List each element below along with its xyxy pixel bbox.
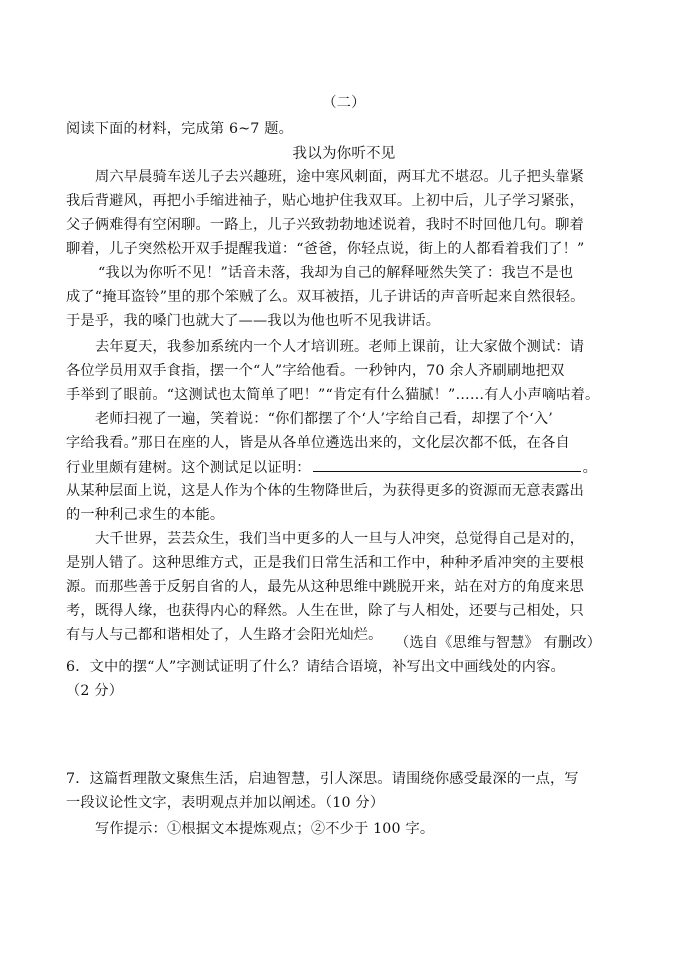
writing-hint: 写作提示：①根据文本提炼观点；②不少于 100 字。 (95, 821, 435, 837)
paragraph-line: 成了“掩耳盗铃”里的那个笨贼了么。双耳被捂，儿子讲话的声音听起来自然很轻。 (66, 289, 585, 305)
answer-blank-underline[interactable] (313, 458, 581, 472)
paragraph-text: 行业里颇有建树。这个测试足以证明： (66, 460, 311, 476)
paragraph-line: 父子俩难得有空闲聊。一路上，儿子兴致勃勃地述说着，我时不时回他几句。聊着 (66, 217, 584, 233)
paragraph-line: 考，既得人缘，也获得内心的释然。人生在世，除了与人相处，还要与己相处，只 (66, 603, 584, 619)
paragraph-line: 我后背避风，再把小手缩进袖子，贴心地护住我双耳。上初中后，儿子学习紧张， (66, 193, 584, 209)
article-title: 我以为你听不见 (292, 146, 396, 162)
paragraph-line: 字给我看。”那日在座的人，皆是从各单位遴选出来的，文化层次都不低，在各自 (66, 435, 570, 451)
paragraph-text: 。 (582, 460, 597, 476)
question-line: （2 分） (66, 683, 124, 699)
paragraph-line: 手举到了眼前。“这测试也太简单了吧！”“肯定有什么猫腻！”……有人小声嘀咕着。 (66, 387, 600, 403)
paragraph-line: 大千世界，芸芸众生，我们当中更多的人一旦与人冲突，总觉得自己是对的， (95, 531, 585, 547)
paragraph-line: 各位学员用双手食指，摆一个“人”字给他看。一秒钟内，70 余人齐刷刷地把双 (66, 363, 565, 379)
question-line: 一段议论性文字，表明观点并加以阐述。（10 分） (66, 795, 385, 811)
paragraph-line: 从某种层面上说，这是人作为个体的生物降世后，为获得更多的资源而无意表露出 (66, 483, 584, 499)
paragraph-line: “我以为你听不见！”话音未落，我却为自己的解释哑然失笑了：我岂不是也 (98, 265, 574, 281)
paragraph-line: 源。而那些善于反躬自省的人，最先从这种思维中跳脱开来，站在对方的角度来思 (66, 579, 584, 595)
section-label: （二） (322, 95, 366, 111)
question-line: 7．这篇哲理散文聚焦生活，启迪智慧，引人深思。请围绕你感受最深的一点，写 (66, 771, 579, 787)
paragraph-line-with-blank (66, 458, 597, 477)
article-source: （选自《思维与智慧》 有删改） (395, 635, 602, 651)
paragraph-line: 周六早晨骑车送儿子去兴趣班，途中寒风刺面，两耳尤不堪忍。儿子把头靠紧 (95, 169, 585, 185)
paragraph-line: 老师扫视了一遍，笑着说：“你们都摆了个‘人’字给自己看，却摆了个‘入’ (95, 411, 553, 427)
paragraph-line: 的一种利己求生的本能。 (66, 507, 225, 523)
question-line: 6．文中的摆“人”字测试证明了什么？请结合语境，补写出文中画线处的内容。 (66, 659, 565, 675)
paragraph-line: 于是乎，我的嗓门也就大了——我以为他也听不见我讲话。 (66, 313, 441, 329)
reading-instruction: 阅读下面的材料，完成第 6~7 题。 (66, 121, 293, 137)
paragraph-line: 是别人错了。这种思维方式，正是我们日常生活和工作中，种种矛盾冲突的主要根 (66, 555, 584, 571)
paragraph-line: 聊着，儿子突然松开双手提醒我道：“爸爸，你轻点说，街上的人都看着我们了！” (66, 241, 585, 257)
paragraph-line: 有与人与己都和谐相处了，人生路才会阳光灿烂。 (66, 627, 383, 643)
paragraph-line: 去年夏天，我参加系统内一个人才培训班。老师上课前，让大家做个测试：请 (95, 339, 585, 355)
